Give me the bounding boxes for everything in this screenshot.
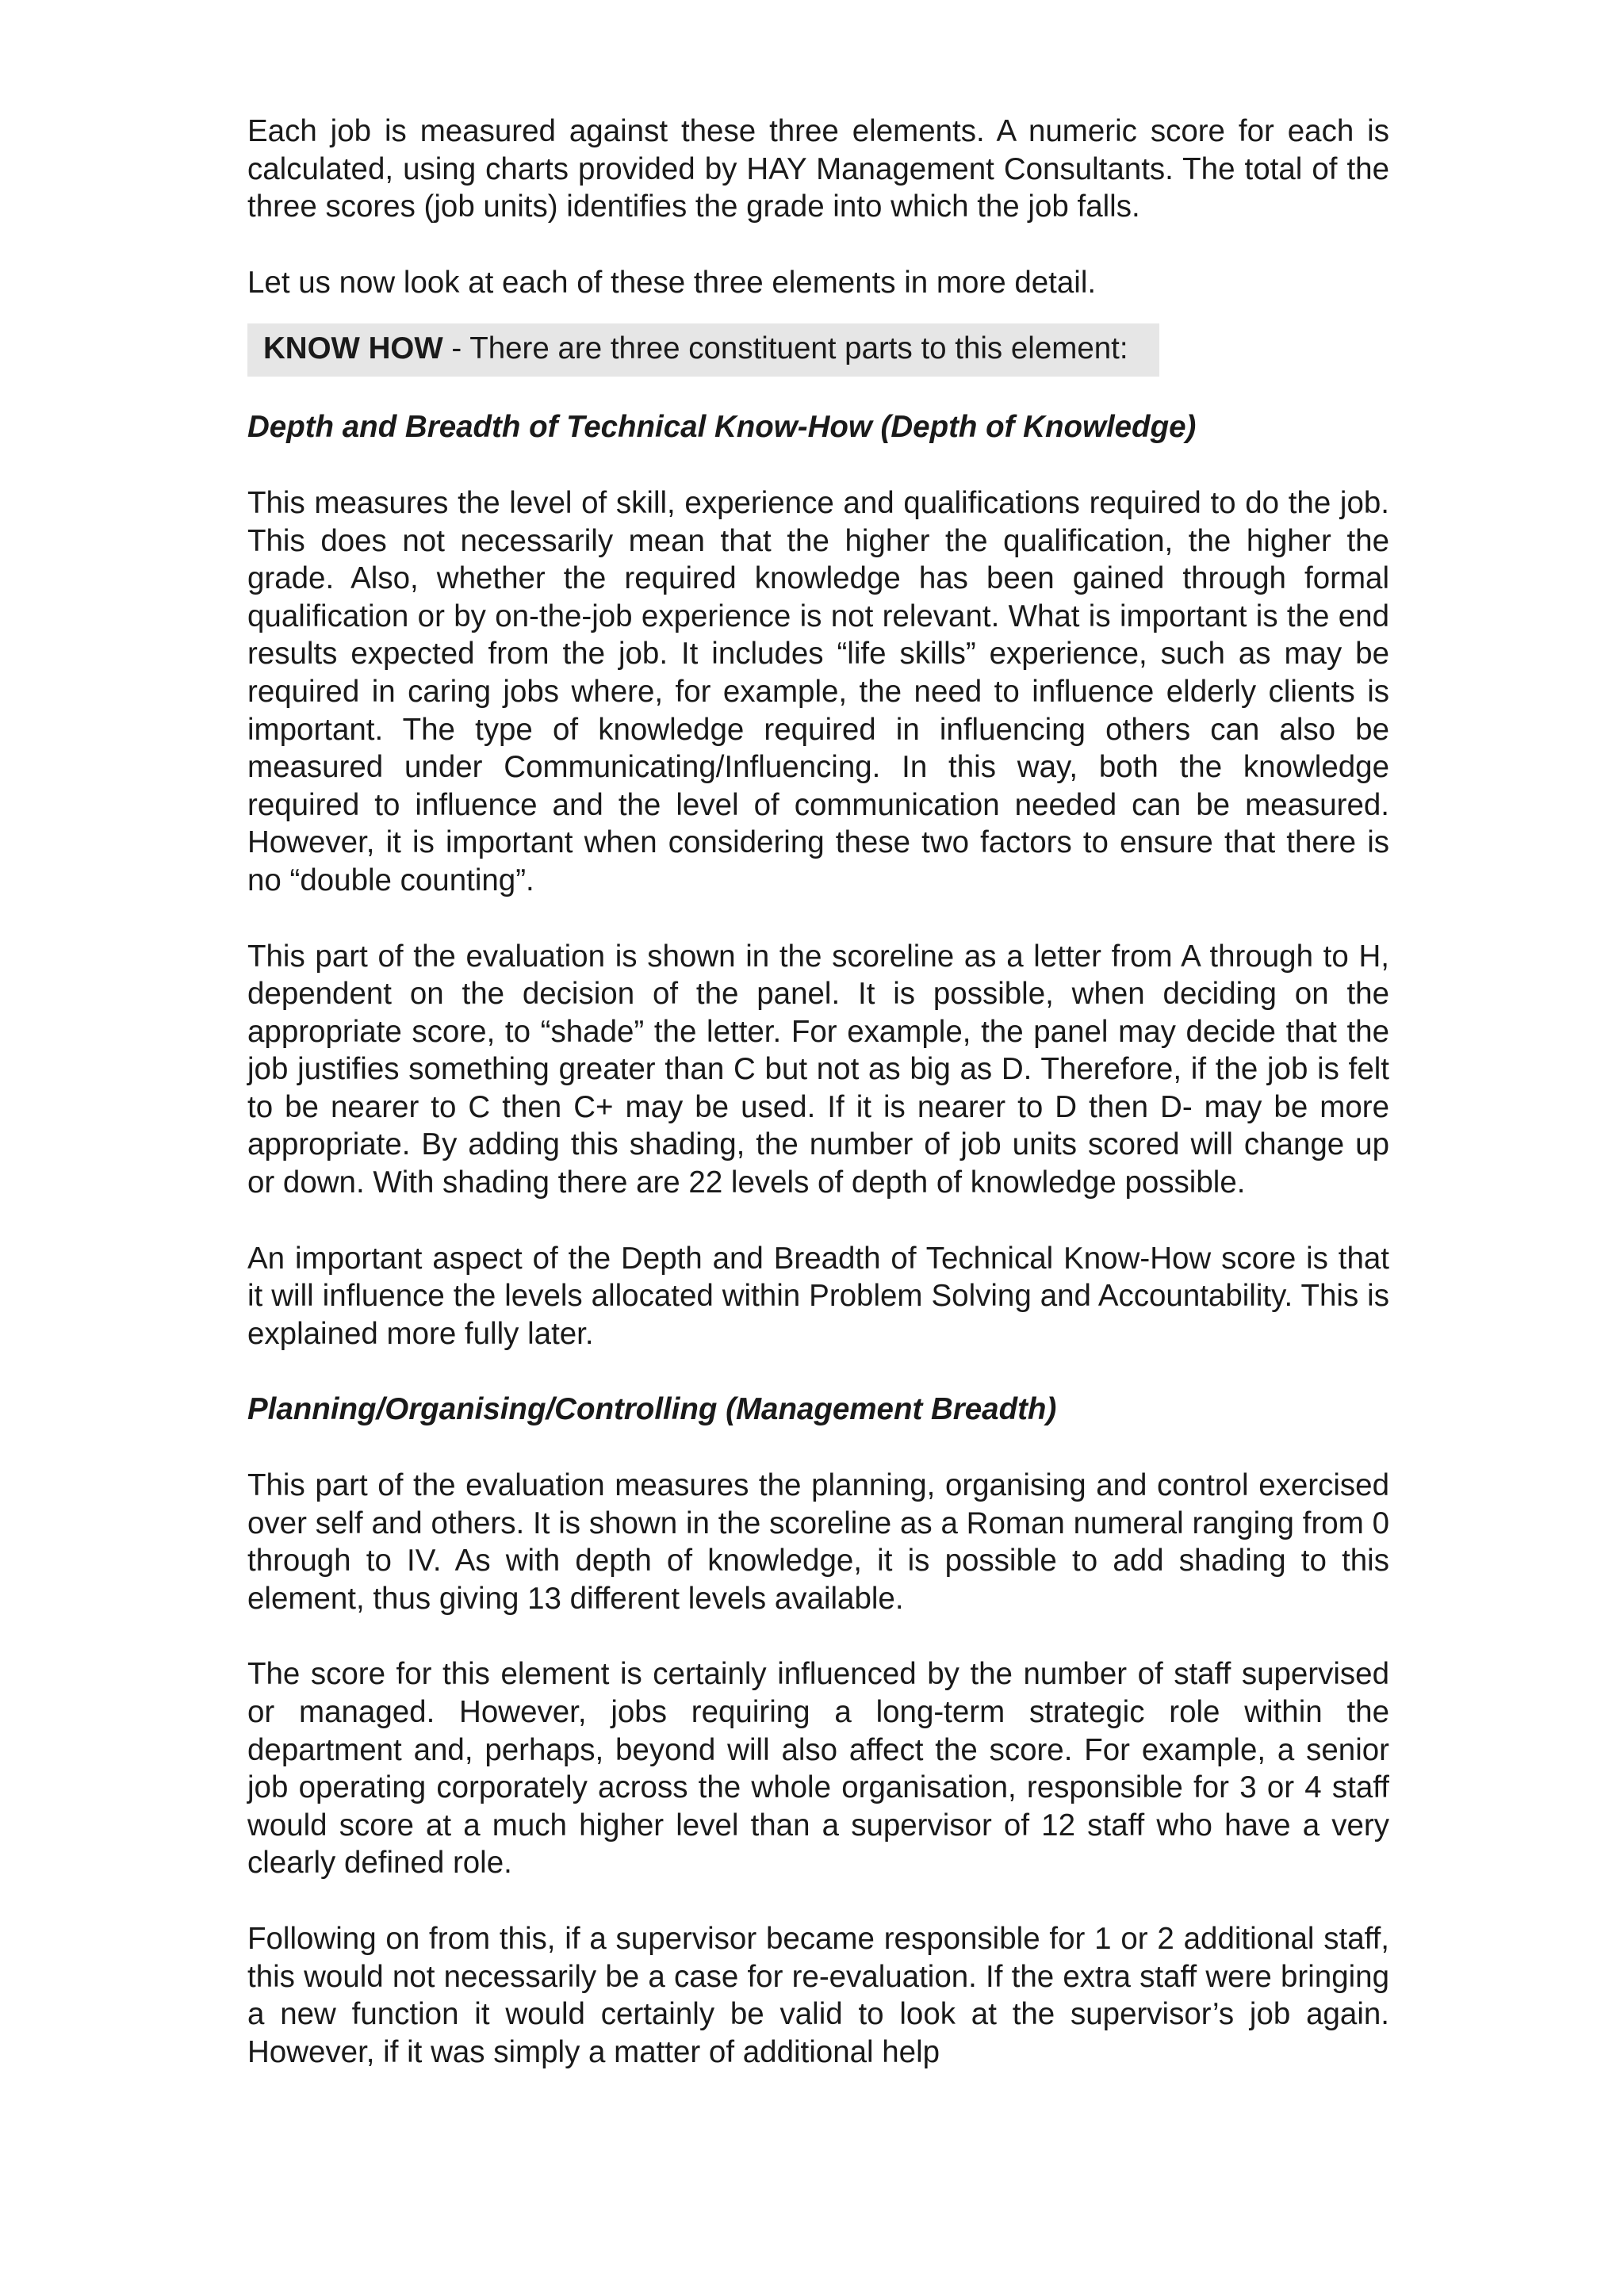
- callout-label: KNOW HOW: [263, 331, 443, 366]
- document-page: [247, 113, 1389, 2071]
- callout-text: [263, 330, 1143, 367]
- depth-paragraph-2: This part of the evaluation is shown in the scoreline as a letter from A through to H, dependent on the decision of the panel. It is possible, when deciding on the appropriate score, to “shade” the letter. For example, the panel may decide that the job justifies something greater than C but not as big as D. Therefore, if the job is felt to be nearer to C then C+ may be used. If it is nearer to D then D- may be more appropriate. By adding this shading, the number of job units scored will change up or down. With shading there are 22 levels of depth of knowledge possible.: [247, 939, 1389, 1200]
- management-paragraph-1: This part of the evaluation measures the planning, organising and control exercised over self and others. It is shown in the scoreline as a Roman numeral ranging from 0 through to IV. As with depth of knowledge, it is possible to add shading to this element, thus giving 13 different levels available.: [247, 1468, 1389, 1616]
- know-how-callout: [247, 323, 1159, 377]
- depth-paragraph-3: An important aspect of the Depth and Breadth of Technical Know-How score is that it will influence the levels allocated within Problem Solving and Accountability. This is explained more fully later.: [247, 1241, 1389, 1351]
- section-heading-management-breadth: Planning/Organising/Controlling (Management Breadth): [247, 1392, 1057, 1427]
- callout-description: - There are three constituent parts to this element:: [442, 331, 1128, 366]
- section-heading-depth-of-knowledge: Depth and Breadth of Technical Know-How (Depth of Knowledge): [247, 410, 1197, 445]
- management-paragraph-3: Following on from this, if a supervisor became responsible for 1 or 2 additional staff, this would not necessarily be a case for re-evaluation. If the extra staff were bringing a new function it would certainly be valid to look at the supervisor’s job again. However, if it was simply a matter of additional help: [247, 1921, 1389, 2069]
- intro-paragraph: Each job is measured against these three elements. A numeric score for each is calculated, using charts provided by HAY Management Consultants. The total of the three scores (job units) identifies the grade into which the job falls.: [247, 114, 1389, 224]
- management-paragraph-2: The score for this element is certainly influenced by the number of staff supervised or managed. However, jobs requiring a long-term strategic role within the department and, perhaps, beyond will also affect the score. For example, a senior job operating corporately across the whole organisation, responsible for 3 or 4 staff would score at a much higher level than a supervisor of 12 staff who have a very clearly defined role.: [247, 1657, 1389, 1881]
- overview-paragraph: Let us now look at each of these three elements in more detail.: [247, 265, 1097, 300]
- depth-paragraph-1: This measures the level of skill, experience and qualifications required to do the job. This does not necessarily mean that the higher the qualification, the higher the grade. Also, whether the required knowledge has been gained through formal qualification or by on-the-job experience is not relevant. What is important is the end results expected from the job. It includes “life skills” experience, such as may be required in caring jobs where, for example, the need to influence elderly clients is important. The type of knowledge required in influencing others can also be measured under Communicating/Influencing. In this way, both the knowledge required to influence and the level of communication needed can be measured. However, it is important when considering these two factors to ensure that there is no “double counting”.: [247, 485, 1389, 897]
